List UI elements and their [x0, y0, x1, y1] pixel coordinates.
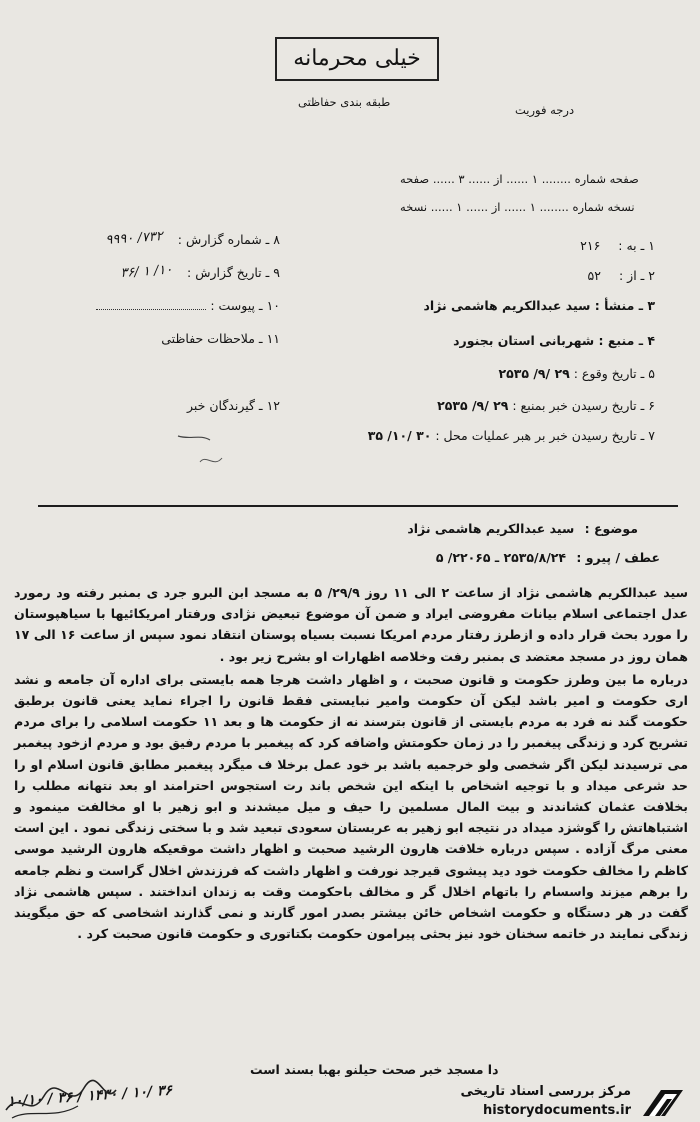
field-received-ops-date-value: ۳۰ /۱۰/ ۳۵ [367, 428, 432, 443]
field-security-notes-label: ۱۱ ـ ملاحظات حفاظتی [161, 331, 280, 346]
field-report-date-label: ۹ ـ تاریخ گزارش : [187, 265, 280, 280]
subject-value: سید عبدالکریم هاشمی نژاد [407, 521, 575, 536]
field-recipients [40, 398, 280, 413]
field-received-ops-date-label: ۷ ـ تاریخ رسیدن خبر بر هبر عملیات محل : [435, 428, 655, 443]
watermark-url: historydocuments.ir [482, 1103, 631, 1118]
field-received-ops-date [275, 428, 655, 443]
field-security-notes [40, 331, 280, 346]
watermark-logo [425, 1082, 693, 1122]
field-received-source-date-label: ۶ ـ تاریخ رسیدن خبر بمنبع : [512, 398, 655, 413]
copy-number-line: نسخه شماره ........ ۱ ...... از ...... ۱ ...... نسخه [400, 200, 635, 214]
subject-line [407, 521, 638, 536]
field-origin [335, 298, 655, 313]
reference-line [436, 550, 660, 565]
reference-label: عطف / پیرو : [576, 550, 660, 565]
page-number-line: صفحه شماره ........ ۱ ...... از ...... ۳ ...... صفحه [400, 172, 639, 186]
classification-label: طبقه بندی حفاظتی [298, 95, 391, 109]
field-recipients-label: ۱۲ ـ گیرندگان خبر [186, 398, 280, 413]
field-event-date-label: ۵ ـ تاریخ وقوع : [573, 366, 655, 381]
section-divider [38, 505, 678, 507]
field-to [335, 238, 655, 253]
field-report-date-value: ۱۰/ ۱ /۳۶ [120, 262, 173, 281]
urgency-label: درجه فوریت [515, 103, 575, 117]
archive-logo-icon [639, 1082, 687, 1122]
field-origin-label: ۳ ـ منشأ : [594, 298, 655, 313]
subject-label: موضوع : [584, 521, 638, 536]
reference-value: ۲۵۳۵/۸/۲۴ ـ ۲۲۰۶۵/ ۵ [435, 550, 567, 565]
field-report-date [40, 262, 280, 281]
signature-scribble [0, 1060, 120, 1122]
field-event-date [335, 366, 655, 381]
classification-stamp: خیلی محرمانه [275, 37, 439, 81]
field-source-label: ۴ ـ منبع : [598, 333, 655, 348]
field-source [335, 333, 655, 348]
field-source-value: شهربانی استان بجنورد [453, 333, 595, 348]
body-paragraph-1: سید عبدالکریم هاشمی نژاد از ساعت ۲ الی ۱۱ روز ۲۹/۹/ ۵ به مسجد ابن البرو جرد ی بمنبر رفته ود رمورد عدل اجتماعی اسلام بیانات مفروضی ایراد و ضمن آن موضوع تبعیض نژادی ورفتار امریکائیها با سیاهپوستان را مورد بحث قرار داده و ازطرز رفتار مردم امریکا نسبت بسیاه پوستان انتقاد نمود سپس از ساعت ۱۶ الی ۱۷ همان روز در مسجد معتضد ی بمنبر رفت وخلاصه اظهارات او بشرح زیر بود . [14, 585, 688, 664]
field-report-number [40, 229, 280, 248]
field-report-number-label: ۸ ـ شماره گزارش : [177, 232, 280, 247]
field-from [335, 268, 655, 283]
footer-line: دا مسجد خبر صحت حیلنو بهبا بسند است [250, 1062, 499, 1077]
field-from-label: ۲ ـ از : [618, 268, 655, 283]
field-report-number-value: ۷۳۲/ ۹۹۹۰ [105, 229, 164, 248]
report-body [14, 582, 688, 946]
field-from-value: ۵۲ [587, 268, 601, 283]
field-attachment-label: ۱۰ ـ پیوست : [210, 298, 280, 313]
field-attachment [40, 298, 280, 313]
field-event-date-value: ۲۹ /۹/ ۲۵۳۵ [498, 366, 570, 381]
handwritten-note: ۱۰/۱۰ / ۳۶ / ۱۴۳۰ / ۱۰/ ۳۶ [6, 1082, 173, 1110]
field-origin-value: سید عبدالکریم هاشمی نژاد [423, 298, 591, 313]
field-to-label: ۱ ـ به : [618, 238, 655, 253]
field-to-value: ۲۱۶ [580, 238, 601, 253]
field-received-source-date-value: ۲۹ /۹/ ۲۵۳۵ [437, 398, 509, 413]
watermark-title: مرکز بررسی اسناد تاریخی [460, 1084, 631, 1099]
pen-mark [170, 428, 230, 472]
body-paragraph-2: درباره ما بین وطرز حکومت و قانون صحبت ، و اظهار داشت هرجا همه بایستی برای اداره آن جامعه و نشد اری حکومت و امیر باشد لیکن آن حکومت وامیر نبایستی فقط قانون را اجراء نماید یعنی قانون برطبق حکومت گند نه فرد به مردم بایستی از قانون بترسند نه از حکومت ها و بعد ۱۱ حکومت اسلامی را برای مردم تشریح کرد و زندگی پیغمبر را در زمان حکومتش واضافه کرد که پیغمبر با مردم رفیق بود و مردم ازخود پیغمبر می ترسیدند لیکن اگر شخصی ولو خرجمیه باشد بر خود عمل برخلا ف میگرد پیغمبر مطابق قانون اسلام او را حد شرعی میداد و با توجیه اشخاص با اینکه این شخص باند رت استجوس احترامند او بعد نتهانه مطلب را بخلافت عثمان کشاندند و بیت المال مسلمین را حیف و میل میشدند و ابو زهیر با او مخالفت مینمود و اشتباهاتش را گوشزد میداد در نتیجه ابو زهیر به عربستان سعودی تبعید شد و با سختی زندگی نمود . این است معنی مرگ آزاده . سپس درباره خلافت هارون الرشید صحبت و اظهار داشت موقعیکه هارون الرشید موسی کاظم را مخالف حکومت خود دید پیشوی قیرجد نورفت و اظهار داشت که فرزندش اخلال گراست و نظم جامعه را برهم میزند واسسام را باتهام اخلال گر و مخالف باحکومت وقت به زندان انداختند . سپس هاشمی نژاد گفت در هر دستگاه و حکومت اشخاص خائن بیشتر بصدر امور گارند و نمی گذارند اشخاصی که حق میگویند زندگی نمایند در خاتمه سخنان خود نیز بحثی پیرامون حکومت بکتاتوری و حکومت قانون صحبت کرد . [14, 671, 688, 942]
field-received-source-date [325, 398, 655, 413]
